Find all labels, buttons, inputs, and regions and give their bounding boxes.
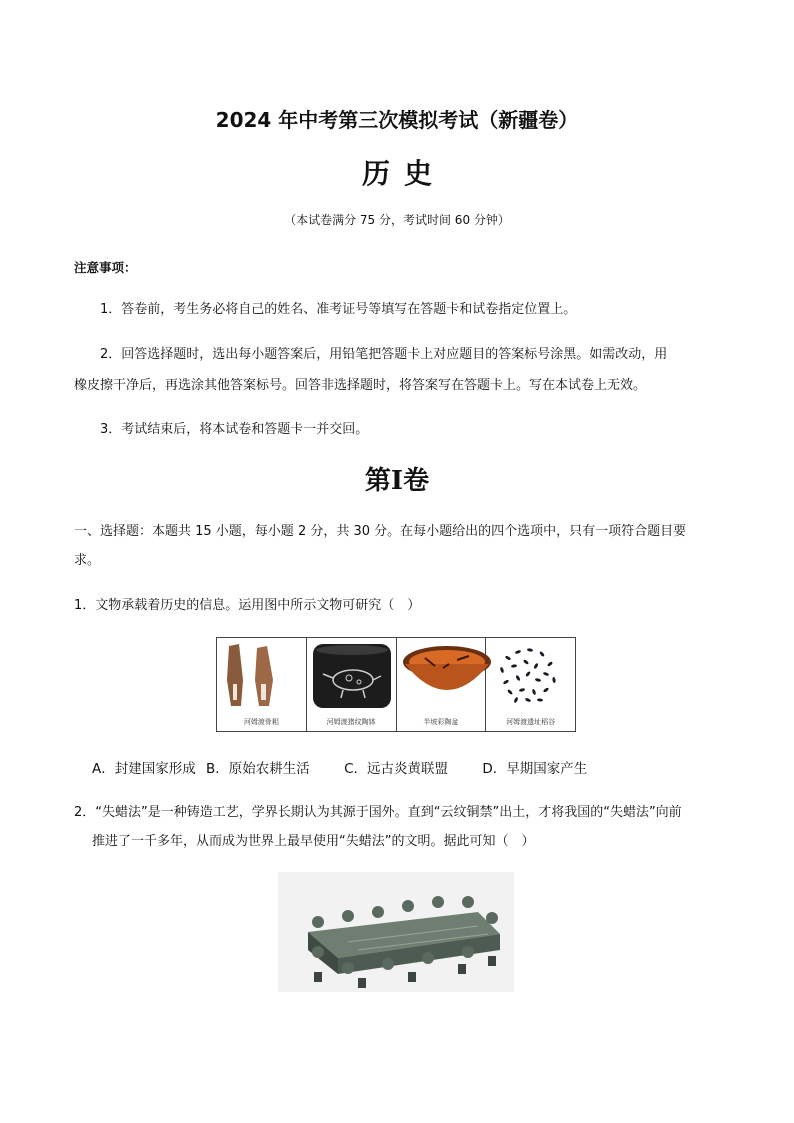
option-d[interactable]: D．早期国家产生	[482, 761, 588, 777]
artifact-caption: 半坡彩陶盆	[423, 718, 459, 726]
option-a[interactable]: A．封建国家形成	[92, 761, 196, 777]
section-1-instructions-cont: 求。	[74, 553, 101, 568]
question-1-stem: 1．文物承载着历史的信息。运用图中所示文物可研究（ ）	[74, 598, 421, 613]
bone-spade-icon	[219, 640, 283, 712]
notice-item-2-line-2: 橡皮擦干净后，再选涂其他答案标号。回答非选择题时，将答案写在答题卡上。写在本试卷上无效。	[74, 378, 647, 393]
notice-item-3: 3．考试结束后，将本试卷和答题卡一并交回。	[100, 422, 369, 437]
option-b[interactable]: B．原始农耕生活	[206, 761, 310, 777]
question-2-stem: 2．“失蜡法”是一种铸造工艺，学界长期认为其源于国外。直到“云纹铜禁”出土，才将我国的“失蜡法”向前	[74, 805, 682, 820]
bronze-jin-icon	[278, 872, 514, 992]
question-1-options	[92, 757, 587, 777]
artifact-cell	[217, 638, 307, 731]
section-1-instructions: 一、选择题：本题共 15 小题，每小题 2 分，共 30 分。在每小题给出的四个选项中，只有一项符合题目要	[74, 524, 687, 539]
rice-grain-icon	[488, 640, 568, 712]
artifact-caption: 河姆渡猪纹陶钵	[326, 718, 376, 726]
artifact-cell	[307, 638, 397, 731]
pig-pattern-pottery-icon	[309, 640, 395, 712]
question-2-stem-cont: 推进了一千多年，从而成为世界上最早使用“失蜡法”的文明。据此可知（ ）	[92, 834, 535, 849]
notice-item-2-line-1: 2．回答选择题时，选出每小题答案后，用铅笔把答题卡上对应题目的答案标号涂黑。如需改动，用	[100, 347, 668, 362]
exam-title: 2024 年中考第三次模拟考试（新疆卷）	[215, 108, 579, 132]
subject-title: 历史	[361, 157, 446, 190]
artifact-caption: 河姆渡骨耜	[243, 718, 279, 726]
notice-item-1: 1．答卷前，考生务必将自己的姓名、准考证号等填写在答题卡和试卷指定位置上。	[100, 302, 577, 317]
exam-meta: （本试卷满分 75 分，考试时间 60 分钟）	[284, 213, 510, 227]
notice-heading: 注意事项：	[74, 260, 137, 275]
volume-heading: 第Ⅰ卷	[364, 466, 430, 496]
painted-pottery-basin-icon	[399, 640, 499, 712]
artifact-caption: 河姆渡遗址稻谷	[506, 718, 556, 726]
artifact-cell	[486, 638, 575, 731]
artifact-cell	[397, 638, 487, 731]
option-c[interactable]: C．远古炎黄联盟	[344, 761, 449, 777]
artifact-image-table	[216, 637, 576, 732]
